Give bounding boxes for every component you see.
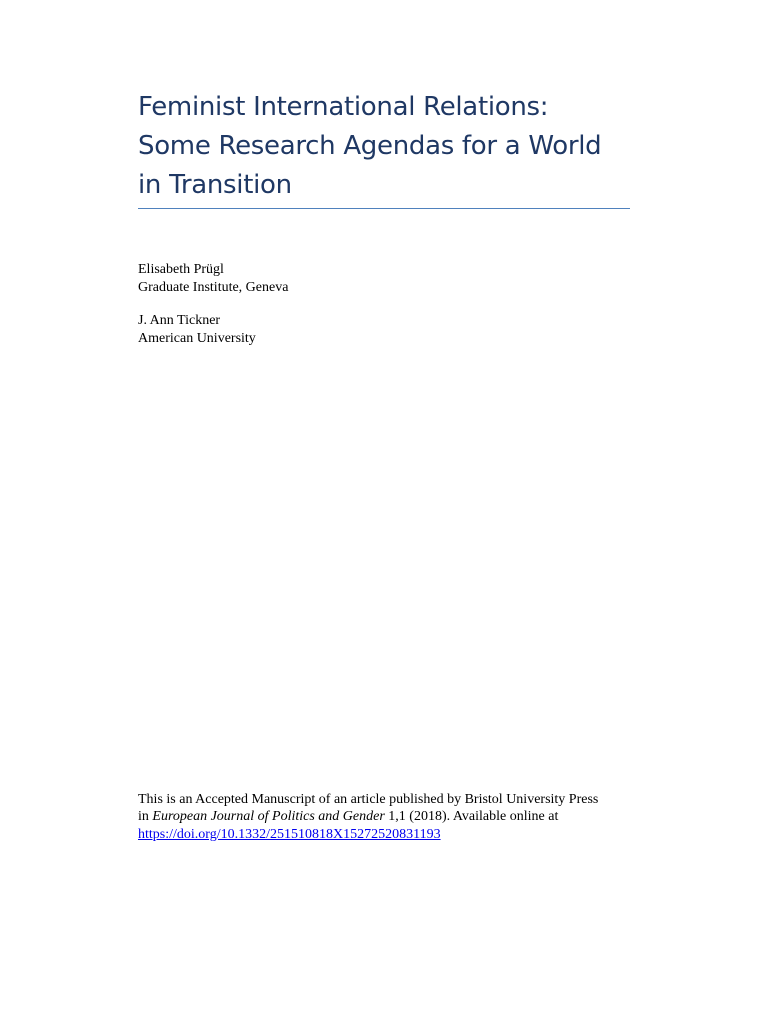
title-divider: [138, 208, 630, 209]
publication-note: [138, 791, 638, 843]
document-title: [138, 88, 630, 205]
author-list: [138, 261, 288, 363]
journal-name: European Journal of Politics and Gender: [152, 809, 385, 825]
author-name: Elisabeth Prügl: [138, 262, 224, 277]
note-line-2: [138, 808, 638, 825]
title-line-1: Feminist International Relations:: [138, 92, 549, 122]
note-prefix: in: [138, 809, 153, 825]
note-line-3: [138, 826, 638, 843]
author-name: J. Ann Tickner: [138, 313, 221, 328]
note-suffix: 1,1 (2018). Available online at: [384, 809, 559, 825]
doi-link[interactable]: https://doi.org/10.1332/251510818X15272520831193: [138, 826, 441, 842]
title-line-2: Some Research Agendas for a World: [138, 131, 602, 161]
author-affiliation: Graduate Institute, Geneva: [138, 279, 289, 295]
author-block: [138, 312, 288, 347]
title-line-3: in Transition: [138, 170, 292, 200]
author-affiliation: American University: [138, 330, 256, 346]
author-block: [138, 261, 288, 296]
note-line-1: This is an Accepted Manuscript of an article published by Bristol University Press: [138, 792, 599, 807]
